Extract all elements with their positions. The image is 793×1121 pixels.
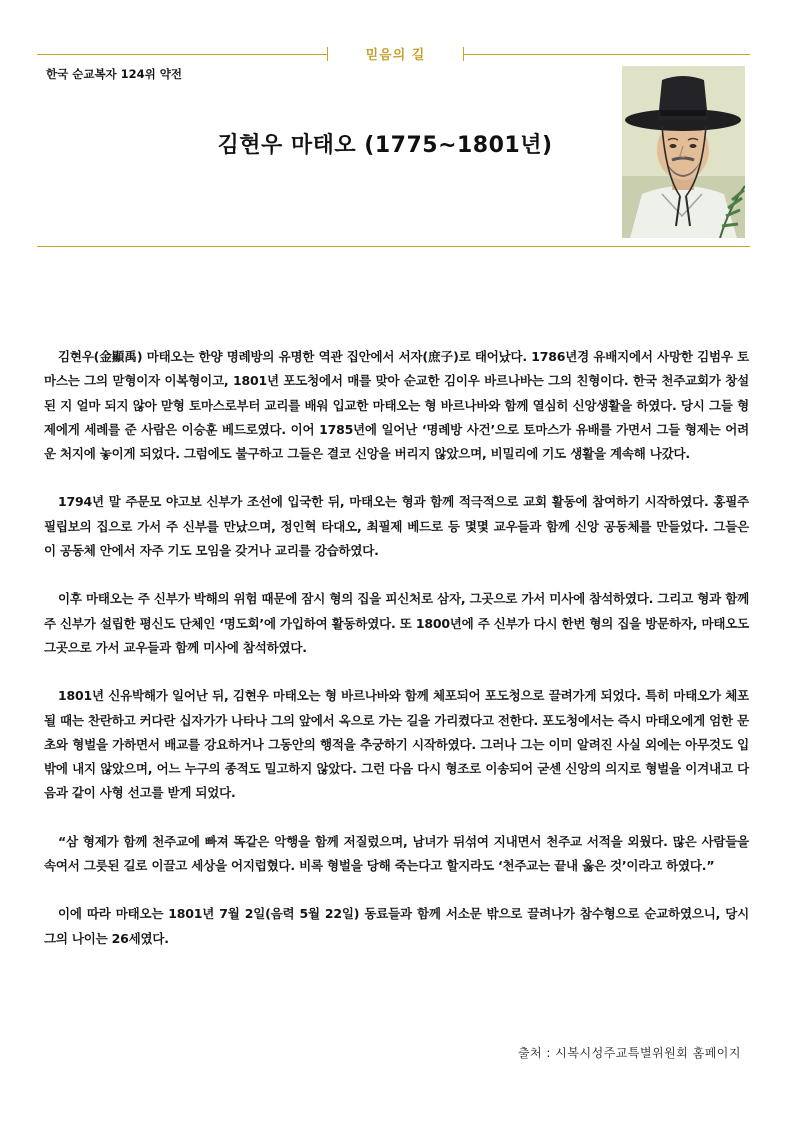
source-credit: 출처 : 시복시성주교특별위원회 홈페이지 — [517, 1046, 741, 1060]
paragraph-2: 1794년 말 주문모 야고보 신부가 조선에 입국한 뒤, 마태오는 형과 함께 적극적으로 교회 활동에 참여하기 시작하였다. 홍필주 필립보의 집으로 가서 주 신부를 만났으며, 정인혁 타대오, 최필제 베드로 등 몇몇 교우들과 함께 신앙 공동체를 만들었다. 그들은 이 공동체 안에서 자주 기도 모임을 갖거나 교리를 강습하였다. — [44, 494, 749, 559]
section-title: 믿음의 길 — [365, 48, 426, 63]
paragraph-4: 1801년 신유박해가 일어난 뒤, 김현우 마태오는 형 바르나바와 함께 체포되어 포도청으로 끌려가게 되었다. 특히 마태오가 체포될 때는 찬란하고 커다란 십자가가 나타나 그의 앞에서 옥으로 가는 길을 가리켰다고 전한다. 포도청에서는 즉시 마태오에게 엄한 문초와 형벌을 가하면서 배교를 강요하거나 그동안의 행적을 추궁하기 시작하였다. 그러나 그는 이미 알려진 사실 외에는 아무것도 입 밖에 내지 않았으며, 어느 누구의 종적도 밀고하지 않았다. 그런 다음 다시 형조로 이송되어 굳센 신앙의 의지로 형벌을 이겨내고 다음과 같이 사형 선고를 받게 되었다. — [44, 688, 749, 801]
paragraph-6: 이에 따라 마태오는 1801년 7월 2일(음력 5월 22일) 동료들과 함께 서소문 밖으로 끌려나가 참수형으로 순교하였으니, 당시 그의 나이는 26세였다. — [44, 906, 749, 946]
series-subtitle: 한국 순교복자 124위 약전 — [46, 67, 182, 81]
paragraph-3: 이후 마태오는 주 신부가 박해의 위험 때문에 잠시 형의 집을 피신처로 삼자, 그곳으로 가서 미사에 참석하였다. 그리고 형과 함께 주 신부가 설립한 평신도 단체인 ‘명도회’에 가입하여 활동하였다. 또 1800년에 주 신부가 다시 한번 형의 집을 방문하자, 마태오도 그곳으로 가서 교우들과 함께 미사에 참석하였다. — [44, 591, 749, 655]
paragraph-1: 김현우(金顯禹) 마태오는 한양 명례방의 유명한 역관 집안에서 서자(庶子)로 태어났다. 1786년경 유배지에서 사망한 김범우 토마스는 그의 맏형이자 이복형이고, 1801년 포도청에서 매를 맞아 순교한 김이우 바르나바는 그의 친형이다. 한국 천주교회가 창설된 지 얼마 되지 않아 맏형 토마스로부터 교리를 배워 입교한 마태오는 형 바르나바와 함께 열심히 신앙생활을 하였다. 당시 그들 형제에게 세례를 준 사람은 이승훈 베드로였다. 이어 1785년에 일어난 ‘명례방 사건’으로 토마스가 유배를 가면서 그들 형제는 어려운 처지에 놓이게 되었다. 그럼에도 불구하고 그들은 결코 신앙을 버리지 않았으며, 비밀리에 기도 생활을 계속해 나갔다. — [44, 349, 749, 462]
header-rule-left — [37, 54, 327, 55]
article-body — [44, 345, 749, 975]
header-rule-bottom — [37, 246, 750, 247]
page-title: 김현우 마태오 (1775~1801년) — [217, 133, 553, 158]
header-rule-right — [463, 54, 750, 55]
saint-portrait-image — [622, 66, 745, 238]
paragraph-5-quote: “삼 형제가 함께 천주교에 빠져 똑같은 악행을 함께 저질렀으며, 남녀가 뒤섞여 지내면서 천주교 서적을 외웠다. 많은 사람들을 속여서 그릇된 길로 이끌고 세상을 어지럽혔다. 비록 형벌을 당해 죽는다고 할지라도 ‘천주교는 끝내 옳은 것’이라고 하였다.” — [44, 833, 749, 874]
